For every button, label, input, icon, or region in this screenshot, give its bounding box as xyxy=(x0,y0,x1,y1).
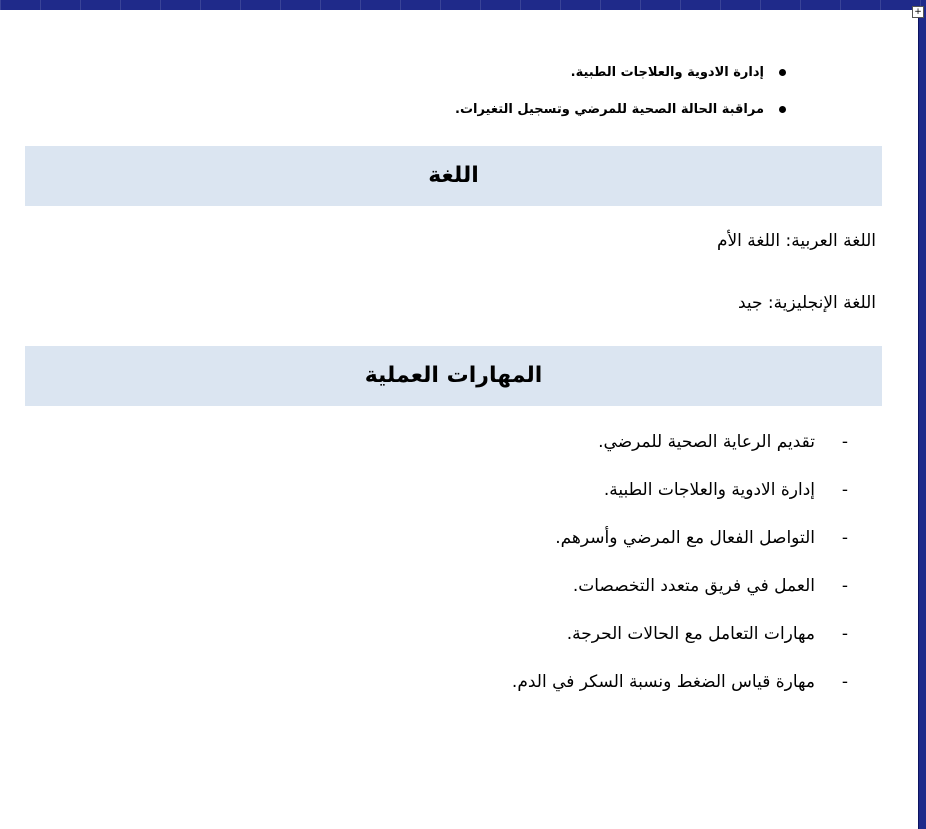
bullet-icon xyxy=(779,106,786,113)
list-item xyxy=(306,422,866,470)
skills-list xyxy=(306,422,866,710)
dash-marker: - xyxy=(841,528,848,548)
list-item xyxy=(86,58,786,95)
table-move-handle-icon[interactable]: + xyxy=(912,6,924,18)
bullet-text: مراقبة الحالة الصحية للمرضي وتسجيل التغيرات. xyxy=(455,102,764,117)
list-item xyxy=(306,662,866,710)
bullet-list xyxy=(86,58,786,132)
skill-text: التواصل الفعال مع المرضي وأسرهم. xyxy=(555,528,815,548)
dash-marker: - xyxy=(841,624,848,644)
skills-section-header: المهارات العملية xyxy=(25,346,882,406)
list-item xyxy=(306,470,866,518)
skill-text: العمل في فريق متعدد التخصصات. xyxy=(572,576,815,596)
list-item xyxy=(306,614,866,662)
list-item xyxy=(306,518,866,566)
dash-marker: - xyxy=(841,576,848,596)
bullet-text: إدارة الادوية والعلاجات الطبية. xyxy=(570,65,764,80)
english-language-line: اللغة الإنجليزية: جيد xyxy=(737,293,876,313)
arabic-language-line: اللغة العربية: اللغة الأم xyxy=(716,231,876,251)
skill-text: إدارة الادوية والعلاجات الطبية. xyxy=(603,480,815,500)
skill-text: مهارات التعامل مع الحالات الحرجة. xyxy=(566,624,815,644)
list-item xyxy=(306,566,866,614)
skill-text: مهارة قياس الضغط ونسبة السكر في الدم. xyxy=(511,672,815,692)
language-section-header: اللغة xyxy=(25,146,882,206)
dash-marker: - xyxy=(841,480,848,500)
dash-marker: - xyxy=(841,672,848,692)
skill-text: تقديم الرعاية الصحية للمرضي. xyxy=(598,432,815,452)
bullet-icon xyxy=(779,69,786,76)
list-item xyxy=(86,95,786,132)
dash-marker: - xyxy=(841,432,848,452)
